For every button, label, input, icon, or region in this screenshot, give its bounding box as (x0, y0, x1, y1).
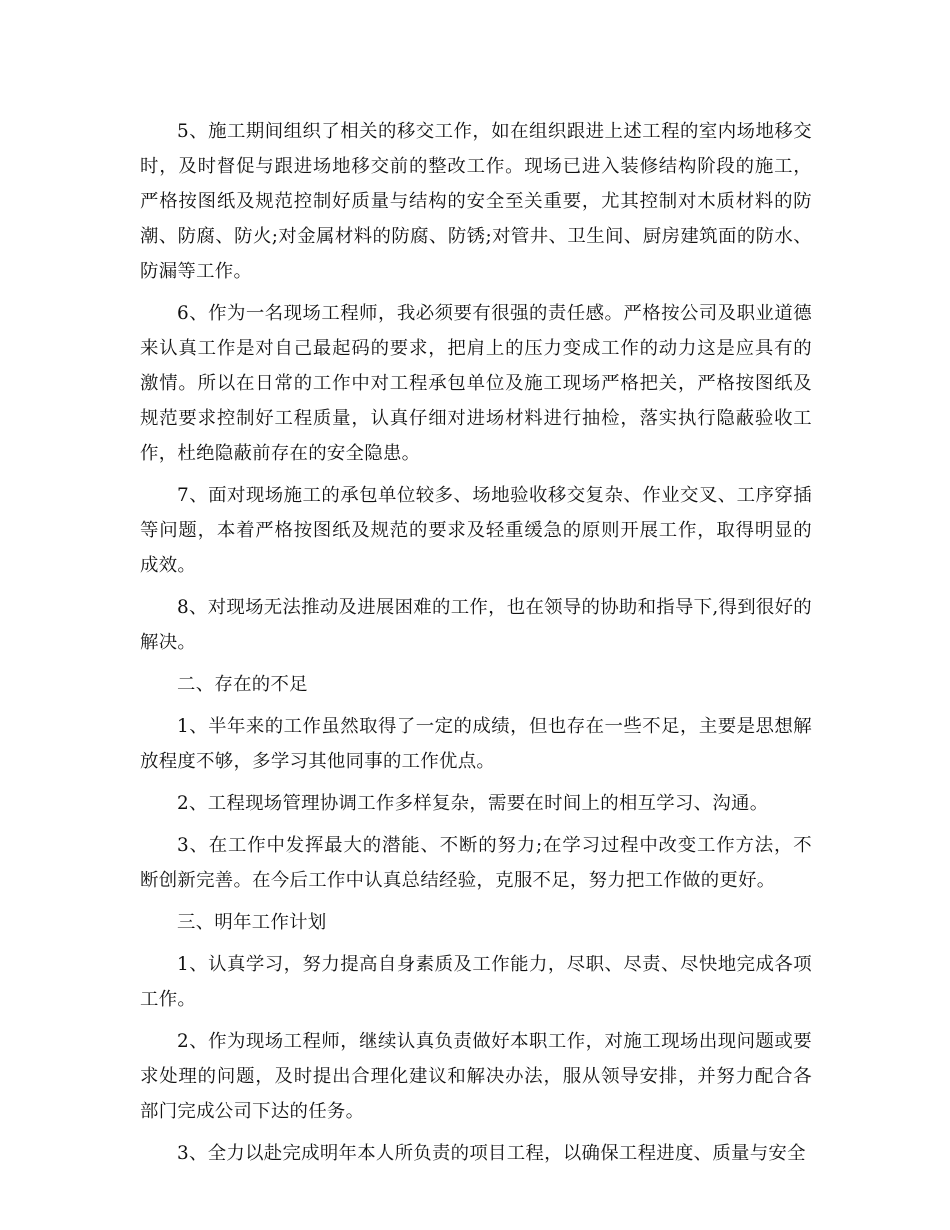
section-heading-next-year-plan: 三、明年工作计划 (177, 912, 327, 933)
paragraph-plan-3: 3、全力以赴完成明年本人所负责的项目工程，以确保工程进度、质量与安全 (177, 1143, 806, 1164)
document-body (140, 114, 812, 1178)
paragraph-shortcoming-1: 1、半年来的工作虽然取得了一定的成绩，但也存在一些不足，主要是思想解放程度不够，多学习其他同事的工作优点。 (140, 716, 812, 772)
paragraph-item-6: 6、作为一名现场工程师，我必须要有很强的责任感。严格按公司及职业道德来认真工作是对自己最起码的要求，把肩上的压力变成工作的动力这是应具有的激情。所以在日常的工作中对工程承包单位及施工现场严格把关，严格按图纸及规范要求控制好工程质量，认真仔细对进场材料进行抽检，落实执行隐蔽验收工作，杜绝隐蔽前存在的安全隐患。 (140, 303, 812, 464)
paragraph-shortcoming-3: 3、在工作中发挥最大的潜能、不断的努力;在学习过程中改变工作方法，不断创新完善。在今后工作中认真总结经验，克服不足，努力把工作做的更好。 (140, 835, 812, 891)
paragraph-shortcoming-2: 2、工程现场管理协调工作多样复杂，需要在时间上的相互学习、沟通。 (177, 793, 769, 814)
paragraph-item-5: 5、施工期间组织了相关的移交工作，如在组织跟进上述工程的室内场地移交时，及时督促与跟进场地移交前的整改工作。现场已进入装修结构阶段的施工，严格按图纸及规范控制好质量与结构的安全至关重要，尤其控制对木质材料的防潮、防腐、防火;对金属材料的防腐、防锈;对管井、卫生间、厨房建筑面的防水、防漏等工作。 (140, 121, 812, 282)
paragraph-plan-2: 2、作为现场工程师，继续认真负责做好本职工作，对施工现场出现问题或要求处理的问题，及时提出合理化建议和解决办法，服从领导安排，并努力配合各部门完成公司下达的任务。 (140, 1031, 812, 1122)
paragraph-item-8: 8、对现场无法推动及进展困难的工作，也在领导的协助和指导下,得到很好的解决。 (140, 597, 812, 653)
paragraph-plan-1: 1、认真学习，努力提高自身素质及工作能力，尽职、尽责、尽快地完成各项工作。 (140, 954, 812, 1010)
paragraph-item-7: 7、面对现场施工的承包单位较多、场地验收移交复杂、作业交叉、工序穿插等问题，本着严格按图纸及规范的要求及轻重缓急的原则开展工作，取得明显的成效。 (140, 485, 812, 576)
section-heading-shortcomings: 二、存在的不足 (177, 674, 308, 695)
